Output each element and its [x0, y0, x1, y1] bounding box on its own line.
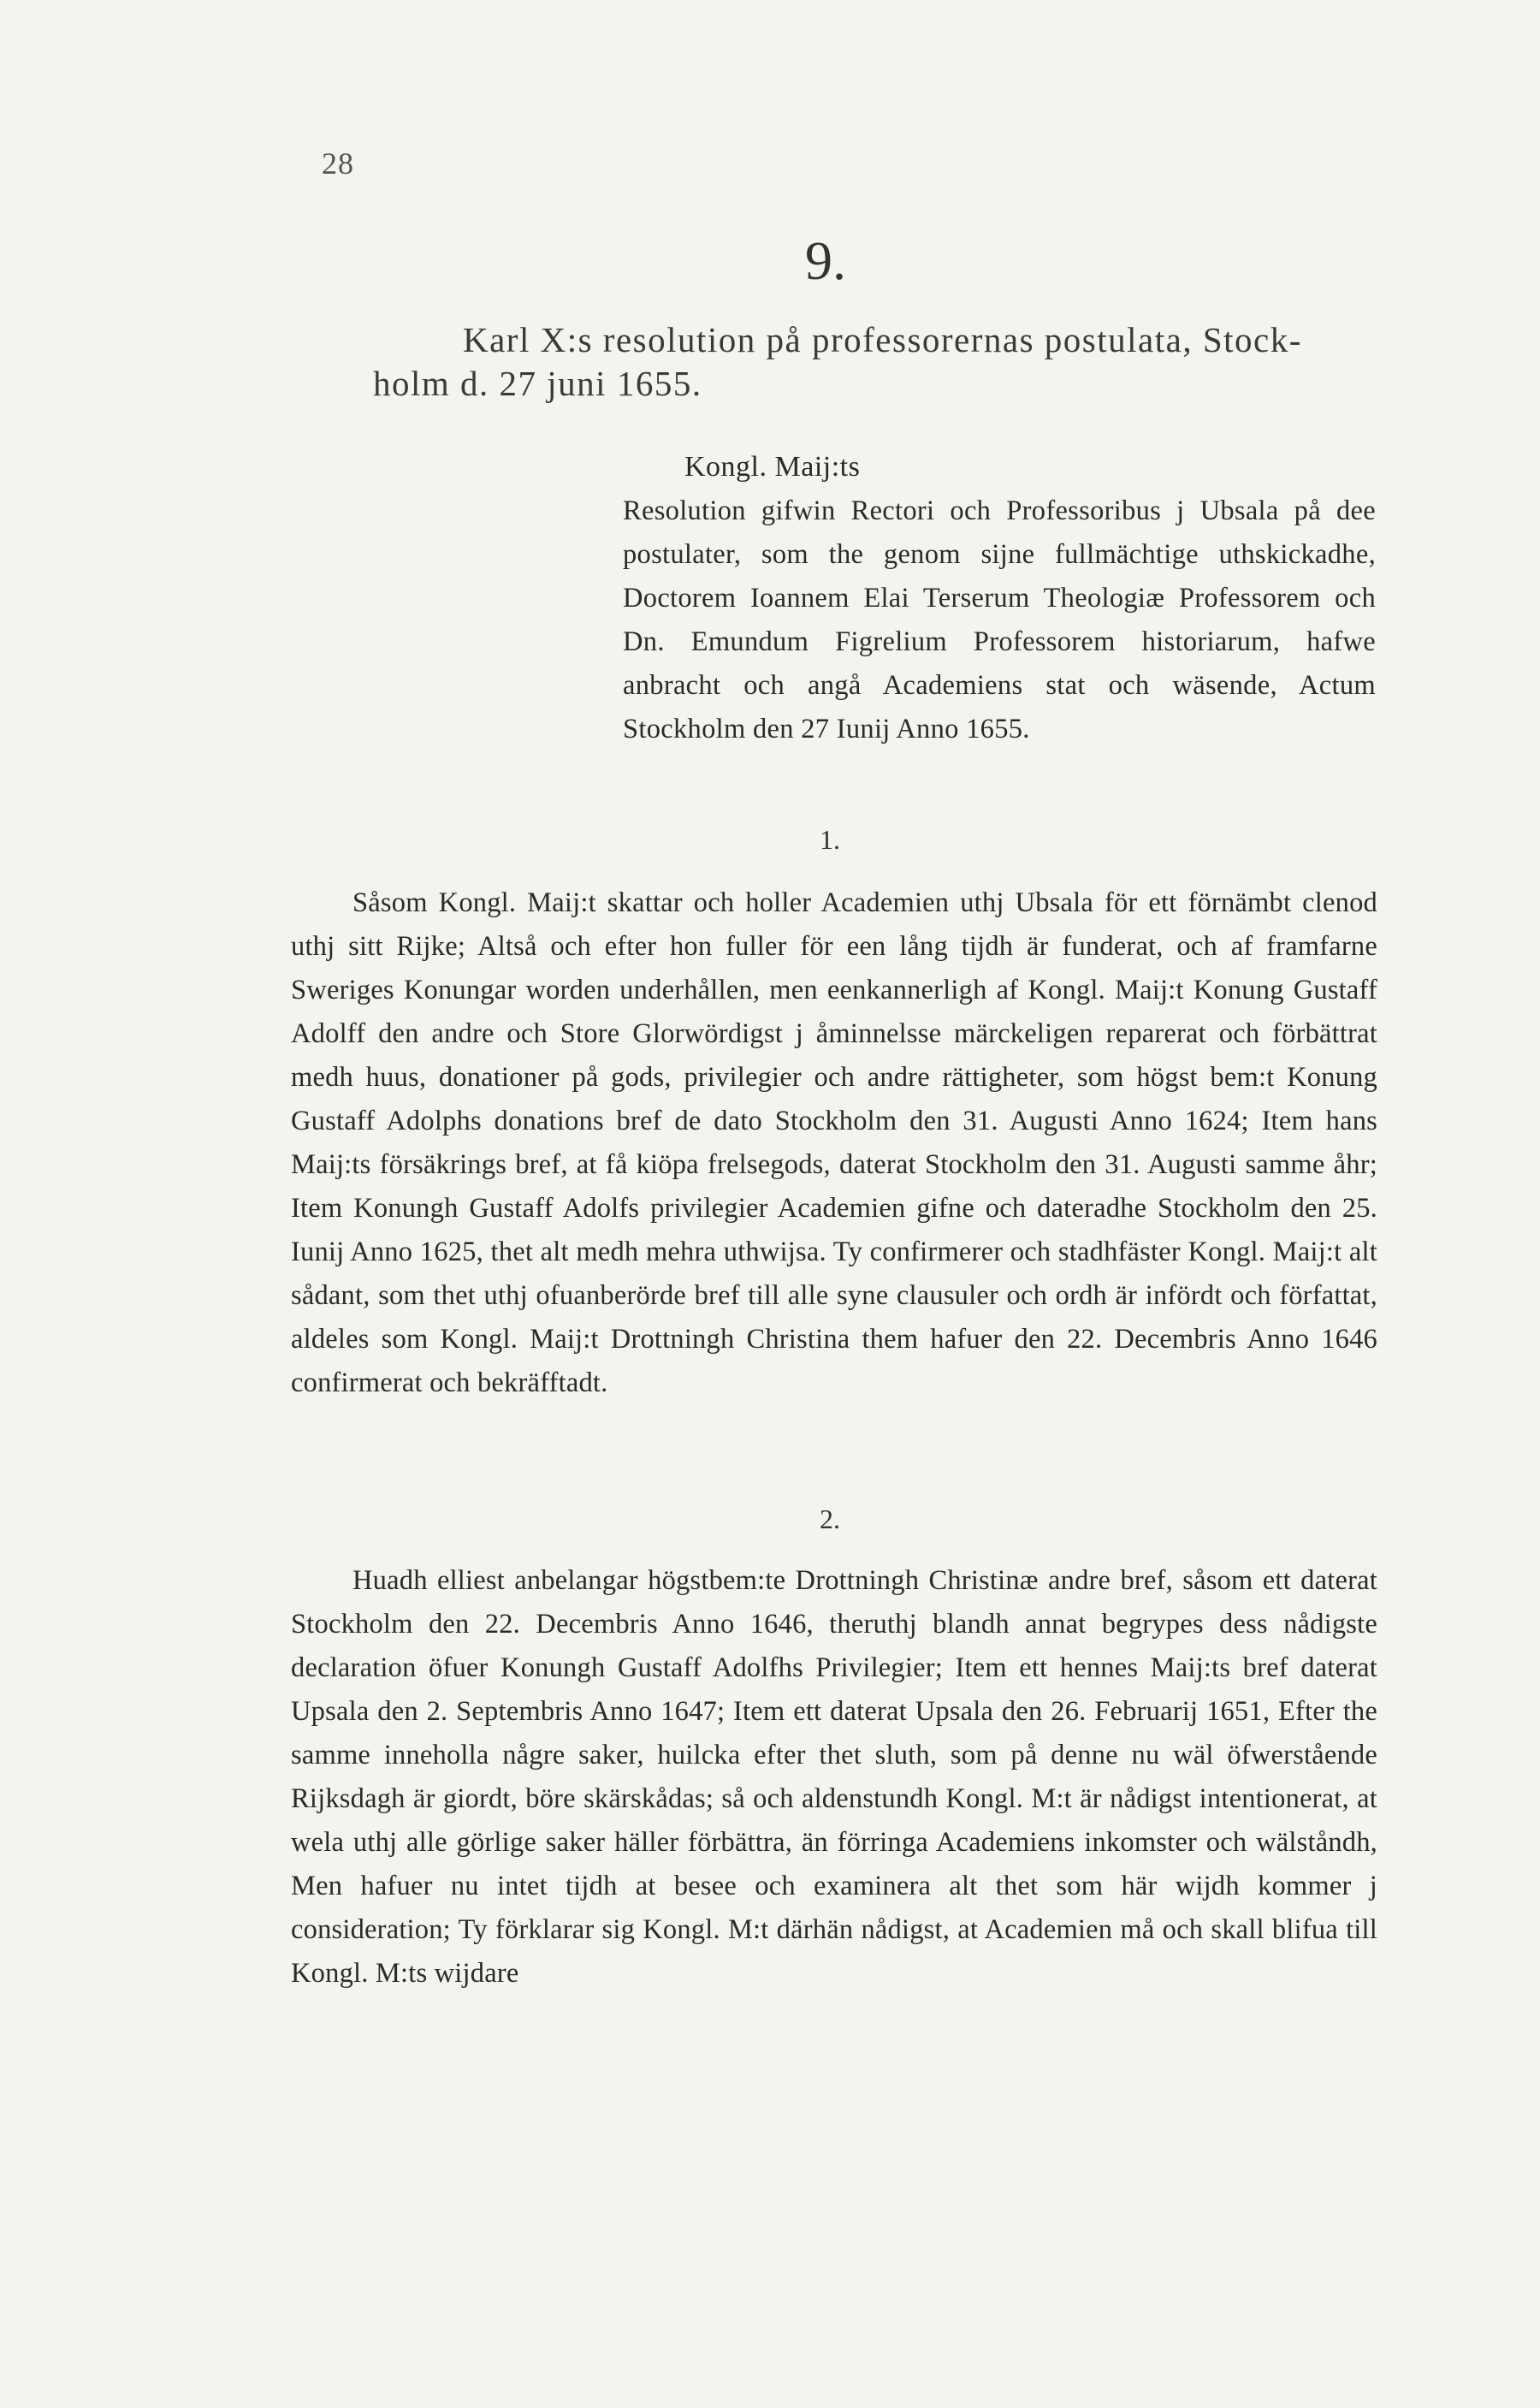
document-title-line-1: Karl X:s resolution på professorernas postulata, Stock-	[463, 320, 1302, 359]
document-title-line-2: holm d. 27 juni 1655.	[373, 364, 702, 403]
page-number: 28	[322, 146, 354, 181]
document-number: 9.	[805, 230, 846, 291]
section-number-2: 2.	[820, 1504, 840, 1534]
section-number-1: 1.	[820, 824, 840, 855]
section-text-1: Såsom Kongl. Maij:t skattar och holler Academien uthj Ubsala för ett förnämbt clenod uthj sitt Rijke; Altså och efter hon fuller för een lång tijdh är funderat, och af framfarne Sweriges Konungar worden underhållen, men eenkannerligh af Kongl. Maij:t Konung Gustaff Adolff den andre och Store Glorwördigst j åminnelsse märckeligen reparerat och förbättrat medh huus, donationer på gods, privilegier och andre rättigheter, som högst bem:t Konung Gustaff Adolphs donations bref de dato Stockholm den 31. Augusti Anno 1624; Item hans Maij:ts försäkrings bref, at få kiöpa frelsegods, daterat Stockholm den 31. Augusti samme åhr; Item Konungh Gustaff Adolfs privilegier Academien gifne och dateradhe Stockholm den 25. Iunij Anno 1625, thet alt medh mehra uthwijsa. Ty confirmerer och stadhfäster Kongl. Maij:t alt sådant, som thet uthj ofuanberörde bref till alle syne clausuler och ordh är infördt och författat, aldeles som Kongl. Maij:t Drottningh Christina them hafuer den 22. Decembris Anno 1646 confirmerat och bekräfftadt.	[291, 887, 1377, 1398]
section-text-2: Huadh elliest anbelangar högstbem:te Drottningh Christinæ andre bref, såsom ett daterat Stockholm den 22. Decembris Anno 1646, theruthj blandh annat begrypes dess nådigste declaration öfuer Konungh Gustaff Adolfhs Privilegier; Item ett hennes Maij:ts bref daterat Upsala den 2. Septembris Anno 1647; Item ett daterat Upsala den 26. Februarij 1651, Efter the samme inneholla någre saker, huilcka efter thet sluth, som på denne nu wäl öfwerstående Rijksdagh är giordt, böre skärskådas; så och aldenstundh Kongl. M:t är nådigst intentionerat, at wela uthj alle görlige saker häller förbättra, än förringa Academiens inkomster och wälståndh, Men hafuer nu intet tijdh at besee och examinera alt thet som här wijdh kommer j consideration; Ty förklarar sig Kongl. M:t därhän nådigst, at Academien må och skall blifua till Kongl. M:ts wijdare	[291, 1565, 1377, 1989]
heading-kongl: Kongl. Maij:ts	[684, 451, 861, 483]
document-title	[373, 318, 1374, 406]
resolution-heading	[623, 445, 1376, 751]
heading-text: Resolution gifwin Rectori och Professoribus j Ubsala på dee postulater, som the genom sijne fullmächtige uthskickadhe, Doctorem Ioannem Elai Terserum Theologiæ Professorem och Dn. Emundum Figrelium Professorem historiarum, hafwe anbracht och angå Academiens stat och wäsende, Actum Stockholm den 27 Iunij Anno 1655.	[623, 495, 1376, 744]
